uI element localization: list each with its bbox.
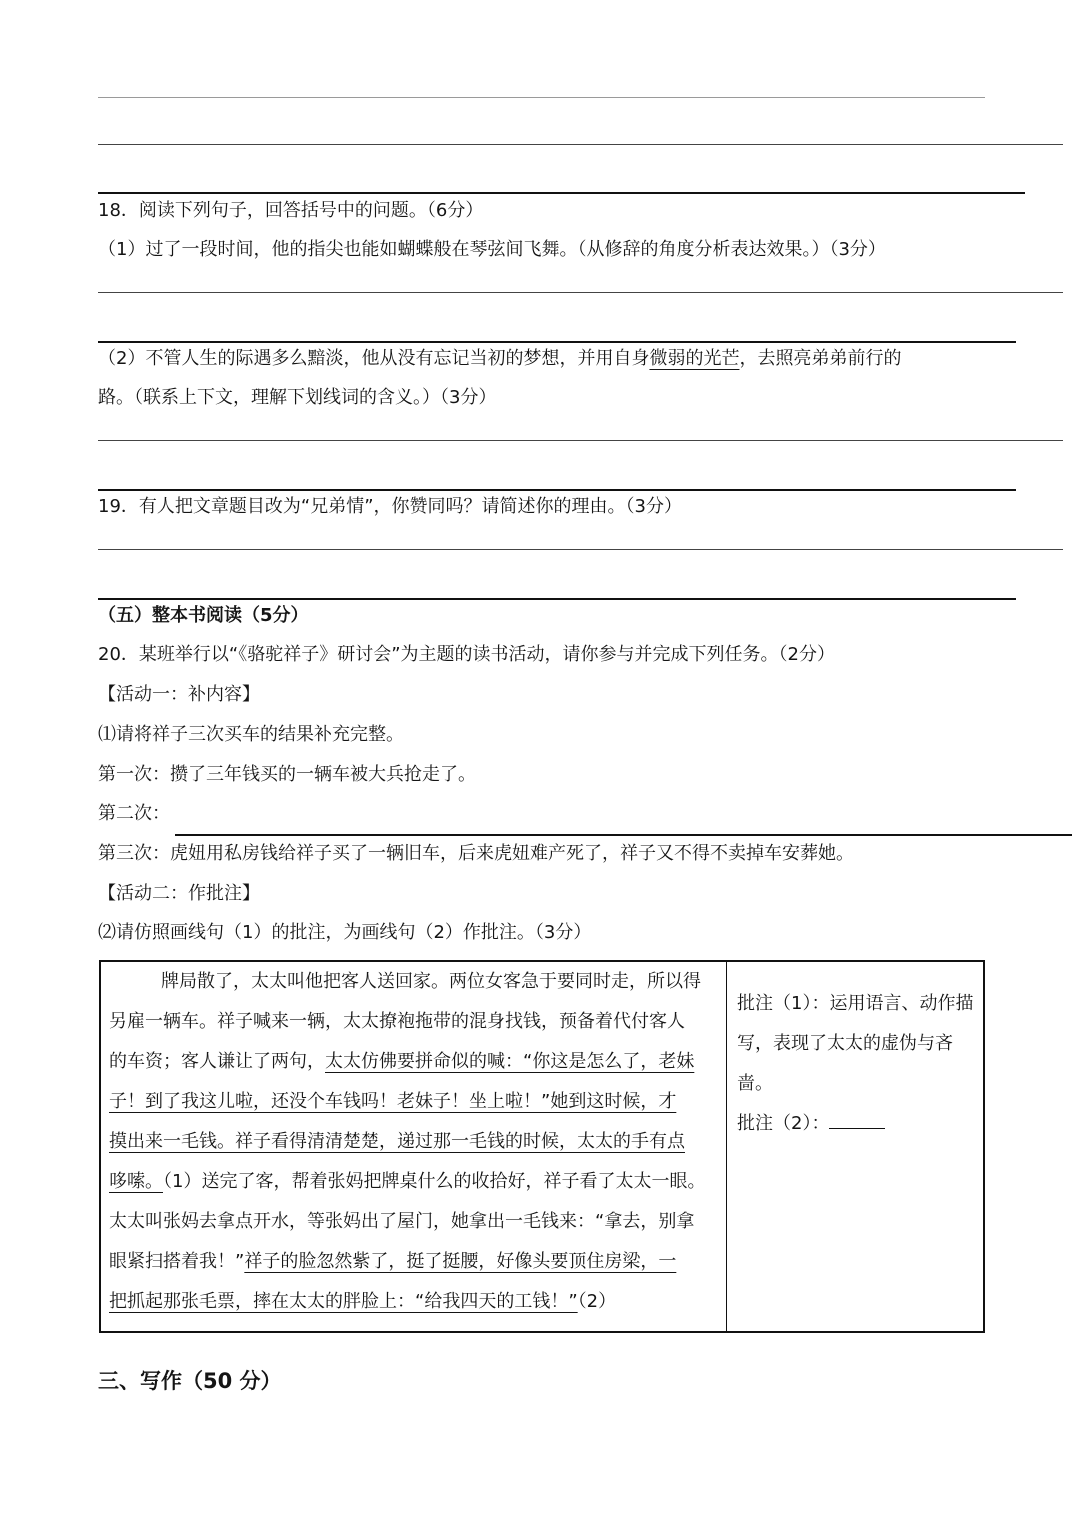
second-answer-line <box>175 834 1072 836</box>
q18-sub1: （1）过了一段时间，他的指尖也能如蝴蝶般在琴弦间飞舞。（从修辞的角度分析表达效果。）（3分） <box>98 239 886 260</box>
activity2-prompt: ⑵请仿照画线句（1）的批注，为画线句（2）作批注。（3分） <box>98 922 592 943</box>
annotation-1-line: 批注（1）：运用语言、动作描 <box>737 993 974 1014</box>
annotation-2 <box>737 1104 977 1144</box>
answer-line <box>98 144 1063 145</box>
answer-line <box>98 292 1063 293</box>
underlined-sentence-1: 太太仿佛要拼命似的喊：“你这是怎么了，老妹 <box>325 1051 695 1072</box>
underlined-sentence-2: 祥子的脸忽然紫了，挺了挺腰，好像头要顶住房梁，一 <box>244 1251 677 1272</box>
activity2-title: 【活动二：作批注】 <box>98 883 260 904</box>
answer-line <box>98 440 1063 441</box>
annotation-2-blank[interactable] <box>829 1110 885 1129</box>
section3-title: 三、写作（50 分） <box>98 1369 282 1393</box>
activity1-prompt: ⑴请将祥子三次买车的结果补充完整。 <box>98 724 404 745</box>
activity1-title: 【活动一：补内容】 <box>98 684 260 705</box>
passage-text <box>109 962 721 1322</box>
annotation-1-line: 啬。 <box>737 1073 773 1094</box>
answer-line <box>98 192 1025 194</box>
answer-line <box>98 97 985 98</box>
q18-sub2 <box>98 346 901 372</box>
underlined-sentence-1: 子！到了我这儿啦，还没个车钱吗！老妹子！坐上啦！”她到这时候，才 <box>109 1091 677 1112</box>
underlined-sentence-2: 把抓起那张毛票，摔在太太的胖脸上：“给我四天的工钱！” <box>109 1291 578 1312</box>
passage-line: 的车资；客人谦让了两句， <box>109 1051 325 1072</box>
section5-title: （五）整本书阅读（5分） <box>98 605 309 626</box>
q19-stem: 19．有人把文章题目改为“兄弟情”，你赞同吗？请简述你的理由。（3分） <box>98 496 683 517</box>
answer-line <box>98 598 1016 600</box>
third-purchase: 第三次：虎妞用私房钱给祥子买了一辆旧车，后来虎妞难产死了，祥子又不得不卖掉车安葬她。 <box>98 843 854 864</box>
passage-line: 另雇一辆车。祥子喊来一辆，太太撩袍拖带的混身找钱，预备着代付客人 <box>109 1011 685 1032</box>
passage-table <box>99 960 985 1333</box>
passage-line: （2） <box>577 1291 617 1312</box>
answer-line <box>98 341 1016 343</box>
answer-line <box>98 549 1063 550</box>
passage-line: （1）送完了客，帮着张妈把牌桌什么的收拾好，祥子看了太太一眼。 <box>163 1171 706 1192</box>
passage-line: 太太叫张妈去拿点开水，等张妈出了屋门，她拿出一毛钱来：“拿去，别拿 <box>109 1211 695 1232</box>
table-divider <box>726 962 727 1331</box>
q18-sub2-part1: （2）不管人生的际遇多么黯淡，他从没有忘记当初的梦想，并用自身 <box>98 348 650 369</box>
passage-line: 眼紧扫搭着我！” <box>109 1251 245 1272</box>
q18-sub2-underlined: 微弱的光芒 <box>649 348 740 369</box>
passage-line: 牌局散了，太太叫他把客人送回家。两位女客急于要同时走，所以得 <box>161 971 701 992</box>
second-purchase: 第二次： <box>98 803 170 824</box>
first-purchase: 第一次：攒了三年钱买的一辆车被大兵抢走了。 <box>98 764 476 785</box>
q18-sub2-line2: 路。（联系上下文，理解下划线词的含义。）（3分） <box>98 387 497 408</box>
underlined-sentence-1: 摸出来一毛钱。祥子看得清清楚楚，递过那一毛钱的时候，太太的手有点 <box>109 1131 685 1152</box>
annotation-2-label: 批注（2）： <box>737 1113 830 1134</box>
underlined-sentence-1: 哆嗦。 <box>109 1171 163 1192</box>
q18-stem: 18．阅读下列句子，回答括号中的问题。（6分） <box>98 200 484 221</box>
annotation-column <box>737 984 977 1144</box>
q20-stem: 20．某班举行以“《骆驼祥子》研讨会”为主题的读书活动，请你参与并完成下列任务。（2分） <box>98 644 836 665</box>
q18-sub2-part2: ，去照亮弟弟前行的 <box>739 348 902 369</box>
answer-line <box>98 489 1016 491</box>
annotation-1-line: 写，表现了太太的虚伪与吝 <box>737 1033 953 1054</box>
